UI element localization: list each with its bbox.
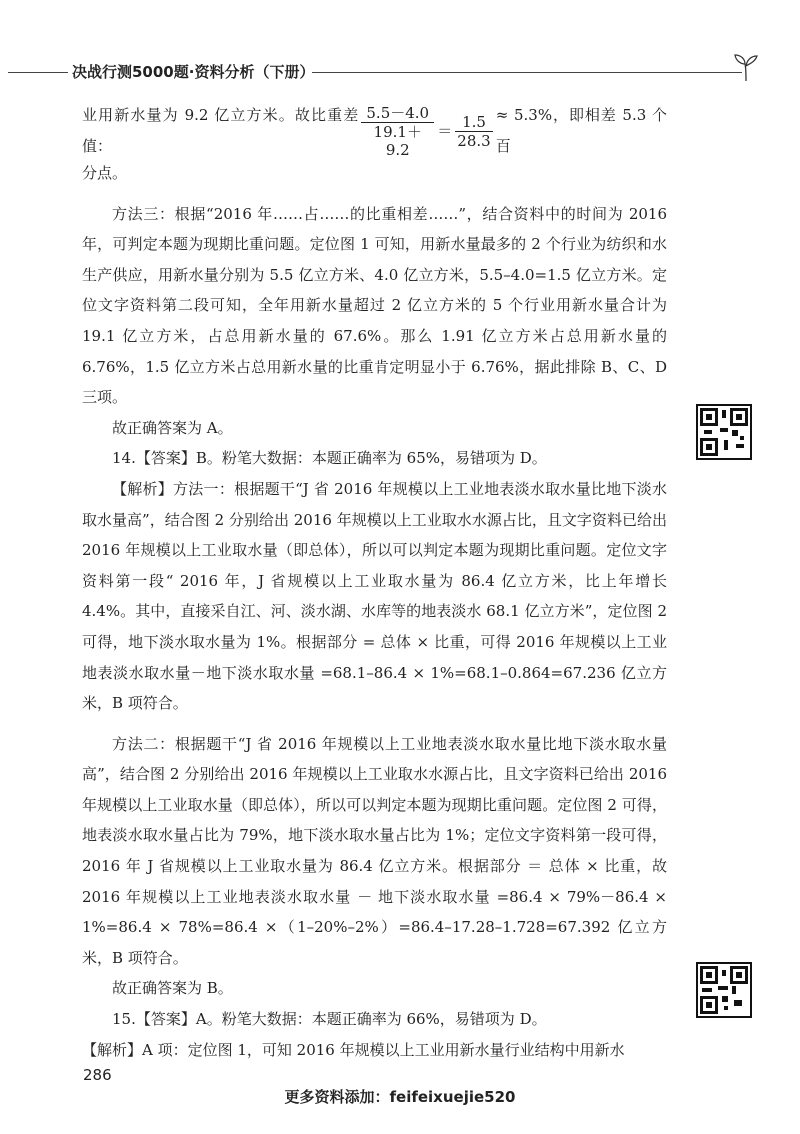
qr-code-icon [696, 962, 752, 1018]
header-rule-right [312, 72, 742, 73]
qr-code-icon [696, 404, 752, 460]
fraction-numerator: 5.5－4.0 [361, 104, 434, 123]
fraction-result [455, 113, 492, 150]
formula-suffix: ≈ 5.3%，即相差 5.3 个百 [495, 106, 667, 155]
question-14-method-two: 方法二：根据题干“J 省 2016 年规模以上工业地表淡水取水量比地下淡水取水量高”，结合图 2 分别给出 2016 年规模以上工业取水水源占比，且文字资料已给出 2016 年规模以上工业取水量（即总体），所以可以判定本题为现期比重问题。定位图 2 可得，地表淡水取水量占比为 79%，地下淡水取水量占比为 1%；定位文字资料第一段可得，2016 年 J 省规模以上工业取水量为 86.4 亿立方米。根据部分 ＝ 总体 × 比重，故 2016 年规模以上工业地表淡水取水量 － 地下淡水取水量 =86.4 × 79%－86.4 × 1%=86.4 × 78%=86.4 ×（1–20%–2%）=86.4–17.28–1.728=67.392 亿立方米，B 项符合。 [82, 734, 667, 967]
footer-note: 更多资料添加：feifeixuejie520 [284, 1088, 516, 1106]
paragraph-answer-14: 故正确答案为 B。 [112, 979, 233, 998]
header-rule-left [8, 72, 68, 73]
page-number: 286 [83, 1066, 112, 1084]
fraction-difference [361, 104, 434, 159]
fraction-denominator: 19.1＋9.2 [373, 122, 422, 159]
header-title: 决战行测5000题·资料分析（下册） [72, 63, 315, 81]
fraction-denominator: 28.3 [457, 131, 491, 150]
question-14-answer: 14.【答案】B。粉笔大数据：本题正确率为 65%，易错项为 D。 [112, 449, 547, 468]
paragraph-answer-13: 故正确答案为 A。 [112, 418, 233, 437]
question-14-analysis: 【解析】方法一：根据题干“J 省 2016 年规模以上工业地表淡水取水量比地下淡水取水量高”，结合图 2 分别给出 2016 年规模以上工业取水水源占比，且文字资料已给出 2016 年规模以上工业取水量（即总体），所以可以判定本题为现期比重问题。定位文字资料第一段“ 2016 年，J 省规模以上工业取水量为 86.4 亿立方米，比上年增长 4.4%。其中，直接采自江、河、淡水湖、水库等的地表淡水 68.1 亿立方米”，定位图 2 可得，地下淡水取水量为 1%。根据部分 = 总体 × 比重，可得 2016 年规模以上工业地表淡水取水量－地下淡水取水量 =68.1–86.4 × 1%=68.1–0.864=67.236 亿立方米，B 项符合。 [82, 479, 667, 713]
equals-sign: ＝ [437, 121, 453, 140]
fraction-numerator: 1.5 [455, 113, 492, 132]
running-header [0, 58, 800, 88]
sprout-icon [733, 52, 759, 82]
paragraph-method-three: 方法三：根据“2016 年……占……的比重相差……”，结合资料中的时间为 2016 年，可判定本题为现期比重问题。定位图 1 可知，用新水量最多的 2 个行业为纺织和水生产供应，用新水量分别为 5.5 亿立方米、4.0 亿立方米，5.5–4.0=1.5 亿立方米。定位文字资料第二段可知，全年用新水量超过 2 亿立方米的 5 个行业用新水量合计为 19.1 亿立方米，占总用新水量的 67.6%。那么 1.91 亿立方米占总用新水量的 6.76%，1.5 亿立方米占总用新水量的比重肯定明显小于 6.76%，据此排除 B、C、D 三项。 [82, 204, 667, 407]
question-15-answer: 15.【答案】A。粉笔大数据：本题正确率为 66%，易错项为 D。 [112, 1010, 547, 1029]
paragraph: 分点。 [82, 164, 128, 182]
page-body [82, 104, 667, 1065]
formula-prefix: 业用新水量为 9.2 亿立方米。故比重差值： [82, 106, 359, 155]
formula-line [82, 104, 667, 158]
question-15-analysis: 【解析】A 项：定位图 1，可知 2016 年规模以上工业用新水量行业结构中用新水 [82, 1040, 625, 1059]
